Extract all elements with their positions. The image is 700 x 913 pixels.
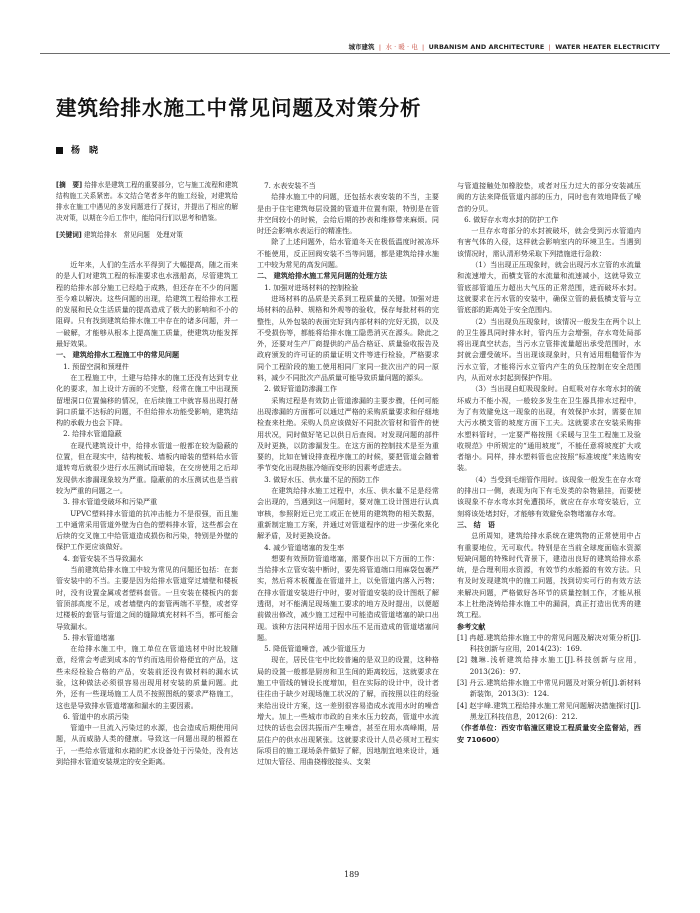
paragraph: 除了上述问题外，给水管道冬天在极低温度时被冻坏不能使用，反正回阀安装不当等问题，都是建筑给排水施工中较为常见的高发问题。 [257, 237, 439, 270]
keywords-label: [关键词] [56, 231, 82, 239]
subsection-heading: 6. 做好存水弯水封的防护工作 [464, 214, 559, 224]
subsection-heading: 3. 排水管道受破坏和污染严重 [63, 497, 158, 507]
abstract-text: 给排水是建筑工程的重要部分，它与施工流程和建筑结构施工关系紧密。本文结合笔者多年的施工经验，对建筑给排水在施工中遇见的多发问题进行了探讨，并提出了相应的解决对策，以期在今后工作中，能给同行们以思考和借鉴。 [56, 181, 238, 222]
intro-paragraph: 近年来，人们的生活水平得到了大幅提高，随之而来的是人们对建筑工程的标准要求也水涨船高，尽管建筑工程的给排水部分施工已经趋于成熟，但还存在不少的问题至今难以解决。这些问题的出现，给建筑工程给排水工程的发展和民众生活质量的提高造成了极大的影响和不小的阻碍。只有找到建筑给排水施工中存在的诸多问题，并一一破解，才能够从根本上提高施工质量，使建筑功能发挥最好效果。 [56, 260, 238, 349]
header-rule [40, 53, 670, 54]
reference-item: [2] 魏琳.浅析建筑给排水施工[J].科技创新与应用，2013(26)：97. [457, 655, 641, 676]
section-heading: 二、 建筑给排水施工常见问题的处理方法 [257, 271, 388, 281]
subsection-heading: 7. 水表安装不当 [264, 181, 316, 190]
section-name-en: WATER HEATER ELECTRICITY [555, 43, 660, 51]
paragraph: 采购过程是有效防止管道渗漏的主要步骤，任何可能出现渗漏的方面都可以通过严格的采购质量要求和仔细地检查来杜绝。采购人员应该做好不同批次管材和管件的使用状况，同时做好笔记以供日后查阅。对发现问题的部件及时更换，以防渗漏发生。在这方面的控制技术是至为重要的，比如在铺设排查程序施工的时候，要把管道会随着季节变化出现热胀冷缩而变形的因素考虑进去。 [257, 395, 439, 473]
paragraph: 在工程施工中，土建与给排水的施工还没有达到专业化的要求，加上设计方面的不完整，经常在施工中出现预留埋洞口位置偏移的情况，在后续施工中就容易出现打凿洞口质量不达标的问题，不但给排水功能受影响，建筑结构的承载力也会下降。 [56, 372, 238, 428]
paragraph: 当前建筑给排水施工中较为常见的问题还包括：在套管安装中的不当。主要是因为给排水管道穿过墙壁和楼板时，没有设置金属或者塑料套管。一旦安装在楼板内的套管顶部高度不足，或者墙壁内的套管两端不平整，或者穿过楼板的套管与管道之间的缝隙填充材料不当，都可能会导致漏水。 [56, 565, 238, 631]
paragraph: 给排水施工中的问题，还包括水表安装的不当，主要是由于住宅建筑每层设置的管道井位置有限，特别是在管井空间较小的时候，会给后期的抄表和维修带来麻烦。同时还会影响水表运行的精准性。 [257, 192, 439, 236]
abstract [56, 180, 238, 224]
section-heading: 一、 建筑给排水工程施工中的常见问题 [56, 350, 180, 360]
reference-item: [4] 赵宇峰.建筑工程给排水施工常见问题解决措施探讨[J].黑龙江科技信息，2012(6)：212. [457, 700, 641, 721]
subsection-heading: 4. 减少管道堵塞的发生率 [264, 542, 345, 552]
subsection-heading: 1. 加强对进场材料的控制检验 [264, 282, 359, 292]
author-affiliation: （作者单位：西安市临潼区建设工程质量安全监督站，西安 710600） [457, 723, 641, 744]
subsection-heading: 3. 做好水压、供水量不足的预防工作 [264, 474, 380, 484]
journal-name-cn: 城市建筑 [348, 43, 375, 51]
paragraph: （4）当受到毛细管作用时。该现象一般发生在存水弯的排出口一侧，表现为向下有毛发类的杂物悬挂，而要使该现象不存水弯水封免遭损坏，就应在存水弯安装后，立刻将该处堵封好，才能够有效避免杂物堵塞存水弯。 [457, 474, 641, 518]
square-bullet-icon [56, 147, 63, 154]
header-separator: | [422, 43, 425, 51]
paragraph: 在建筑给排水施工过程中，水压、供水量不足是经常会出现的，当遇到这一问题时，要对施工设计图进行认真审核，参照附近已完工或正在使用的建筑物的相关数据，重新制定施工方案，并通过对管道程序的进一步强化来化解矛盾，及时更换设备。 [257, 486, 439, 541]
subsection-heading: 4. 套管安装不当导致漏水 [63, 553, 144, 563]
author-line [56, 143, 98, 156]
paragraph: 进场材料的品质是关系到工程质量的关键。加强对进场材料的品种、规格和外观等的验收，保存每批材料的完整性，从外包装的表面完好到内部材料的完好无损，以及不受损伤等，都能将给排水施工隐患消灭在源头。除此之外，还要对生产厂商提供的产品合格证、质量验收报告及政府颁发的许可证的质量证明文件等进行检验，严格要求同个工程阶段的施工使用相同厂家同一批次出产的同一原料，减少不同批次产品质量可能导致质量问题的源头。 [257, 293, 439, 383]
journal-name-en: URBANISM AND ARCHITECTURE [428, 43, 545, 51]
author-name: 杨 晓 [71, 146, 99, 156]
paragraph: 管道中一旦流入污染过的水源，也会造成后期使用问题，从而威胁人类的健康。导致这一问题出现的根源在于，一些给水管道和水箱的贮水设备处于污染处，没有达到给排水管道安装规定的安全距离。 [56, 723, 238, 767]
keywords-text: 建筑给排水 常见问题 处理对策 [83, 231, 183, 239]
column-2 [257, 180, 439, 767]
reference-item: [3] 丹云.建筑给排水施工中常见问题及对策分析[J].新材料新装饰，2013(3)：124. [457, 678, 641, 699]
paragraph: 想要有效预防管道堵塞，需要作出以下方面的工作：当给排水立管安装中断时，要先将管道端口用麻袋包裹严实，然后将木板覆盖在管道井上，以免管道内落入污物；在排水管道安装进行中时，要对管道安装的设计图纸了解透彻，对不能满足现场施工要求的地方及时提出，以便超前做出修改，减少施工过程中可能造成管道堵塞的缺口出现。该种方法同样适用于因水压不足而造成的管道堵塞问题。 [257, 553, 439, 642]
paragraph: 一旦存水弯部分的水封被破坏，就会受到污水管道内有害气体的入侵，这样就会影响室内的环境卫生。当遇到该情况时，需认清形势采取下列措施进行急救： [457, 226, 641, 258]
page-number: 189 [344, 870, 360, 879]
subsection-heading: 5. 降低管道噪音，减少管道压力 [264, 644, 366, 654]
article-title: 建筑给排水施工中常见问题及对策分析 [56, 96, 422, 120]
column-3 [457, 180, 641, 745]
running-header [349, 42, 660, 51]
column-1 [56, 180, 238, 767]
paragraph-continued: 与管道接触处加橡胶垫，或者对压力过大的部分安装减压阀的方法来降低管道内部的压力，同时也有效地降低了噪音的分贝。 [457, 181, 641, 213]
paragraph: 在现代建筑设计中，给排水管道一般都在较为隐蔽的位置，但在现实中，结构梳板、墙板内暗装的塑料给水管道转弯后就很少进行水压测试而暗装，在交房使用之后却发现供水渗漏现象较为严重。隐蔽前的水压测试也是当前较为严重的问题之一。 [56, 440, 238, 495]
subsection-heading: 2. 做好管道防渗漏工作 [264, 384, 337, 394]
references-heading: 参考文献 [457, 621, 486, 631]
header-separator: | [378, 43, 382, 51]
subsection-heading: 2. 给排水管道隐蔽 [63, 429, 122, 439]
section-heading: 三、 结 语 [457, 519, 495, 529]
paragraph: （3）当出现自虹吸现象时。自虹吸对存水弯水封的破坏威力不能小视，一般较多发生在卫生器具排水过程中，为了有效避免这一现象的出现，有效保护水封，需要在加大污水横支管的坡度方面下工夫。这就要求在安装采购排水塑料管时，一定要严格按照《采暖与卫生工程施工及验收规范》中所规定的“通用坡度”，不能任意将坡度扩大或者缩小。同样，排水塑料管也应按照“标准坡度”来选购安装。 [457, 384, 641, 473]
paragraph: 总所周知，建筑给排水系统在建筑物的正常使用中占有重要地位，无可取代。特别是在当前全球度面临水资源短缺问题的特殊时代背景下，建造出良好的建筑给排水系统，是合理利用水资源，有效节约水能源的有效方法。只有及时发现建筑中的施工问题，找到切实可行的有效方法来解决问题，严格做好各环节的质量控制工作，才能从根本上杜绝浇铸给排水施工中的漏洞，真正打造出优秀的建筑工程。 [457, 531, 641, 620]
paragraph: UPVC塑料排水管道的抗冲击能力不是很强，而且施工中通常采用管道外壁为白色的塑料排水管，这些都会在后续的交叉施工中给管道造成损伤和污染，特别是外壁的保护工作更应该做好。 [56, 508, 238, 552]
subsection-heading: 5. 排水管道堵塞 [63, 632, 115, 642]
section-name-cn: 水 · 暖 · 电 [385, 43, 418, 51]
header-separator: | [548, 43, 551, 51]
abstract-label: [摘 要] [56, 181, 83, 189]
references [457, 621, 641, 723]
paragraph: 现在，居民住宅中比较普遍的是双卫的设置，这种格局的设置一般都是厨房和卫生间的距离较远，这就要求在施工中管线的铺设长度增加，但在实际的设计中，设计者往往由于缺少对现场施工状况的了解，而按照以往的经验来给出设计方案，这一差别很容易造成水流用水时的噪音增大。加上一些城市市政的自来水压力较高，管道中水流过快的话也会因共振而产生噪音，甚至在用水高峰期，居层住户的供水出现紧张。这就要求设计人员必须对工程实际项目的施工现场条件做好了解，因地制宜地来设计，通过加大管径、用曲挠橡胶接头、支架 [257, 655, 439, 767]
paragraph: 在给排水施工中，施工单位在管道选材中时比较随意，经常会考虑到成本的节约而选用价格便宜的产品，这些未经检验合格的产品，安装前还没有做材料的漏水试验，这种做法必须很容易出现用材安装的质量问题。此外，还有一些现场施工人员不按照图纸的要求严格施工，这也是导致排水管道堵塞和漏水的主要因素。 [56, 644, 238, 710]
paragraph: （2）当出现负压现象时，该情况一般发生在两个以上的卫生器具同时排水时，管内压力会增强，存水弯处局部将出现真空状态，当污水立管排流量超出承受范围时，水封就会遭受破坏。当出现该现象时，只有适用粗糙管作为污水立管，才能将污水立管内产生的负压控制在安全范围内，从而对水封起到保护作用。 [457, 316, 641, 383]
abstract-block [56, 180, 238, 241]
subsection-heading: 6. 管道中的水质污染 [63, 711, 129, 721]
subsection-heading: 1. 预留空洞和预埋件 [63, 361, 129, 371]
reference-item: [1] 冉超.建筑给排水施工中的常见问题及解决对策分析[J].科技创新与应用，2014(23)：169. [457, 632, 641, 654]
paragraph: （1）当出现正压现象时，就会出现污水立管的水流量和流速增大，而横支管的水流量和流速减小，这就导致立管底部管道压力超出大气压的正常范围，进而破坏水封。这就要求在污水管的安装中，确保立管的最低横支管与立管底部的距离处于安全范围内。 [457, 260, 641, 315]
keywords [56, 230, 238, 241]
